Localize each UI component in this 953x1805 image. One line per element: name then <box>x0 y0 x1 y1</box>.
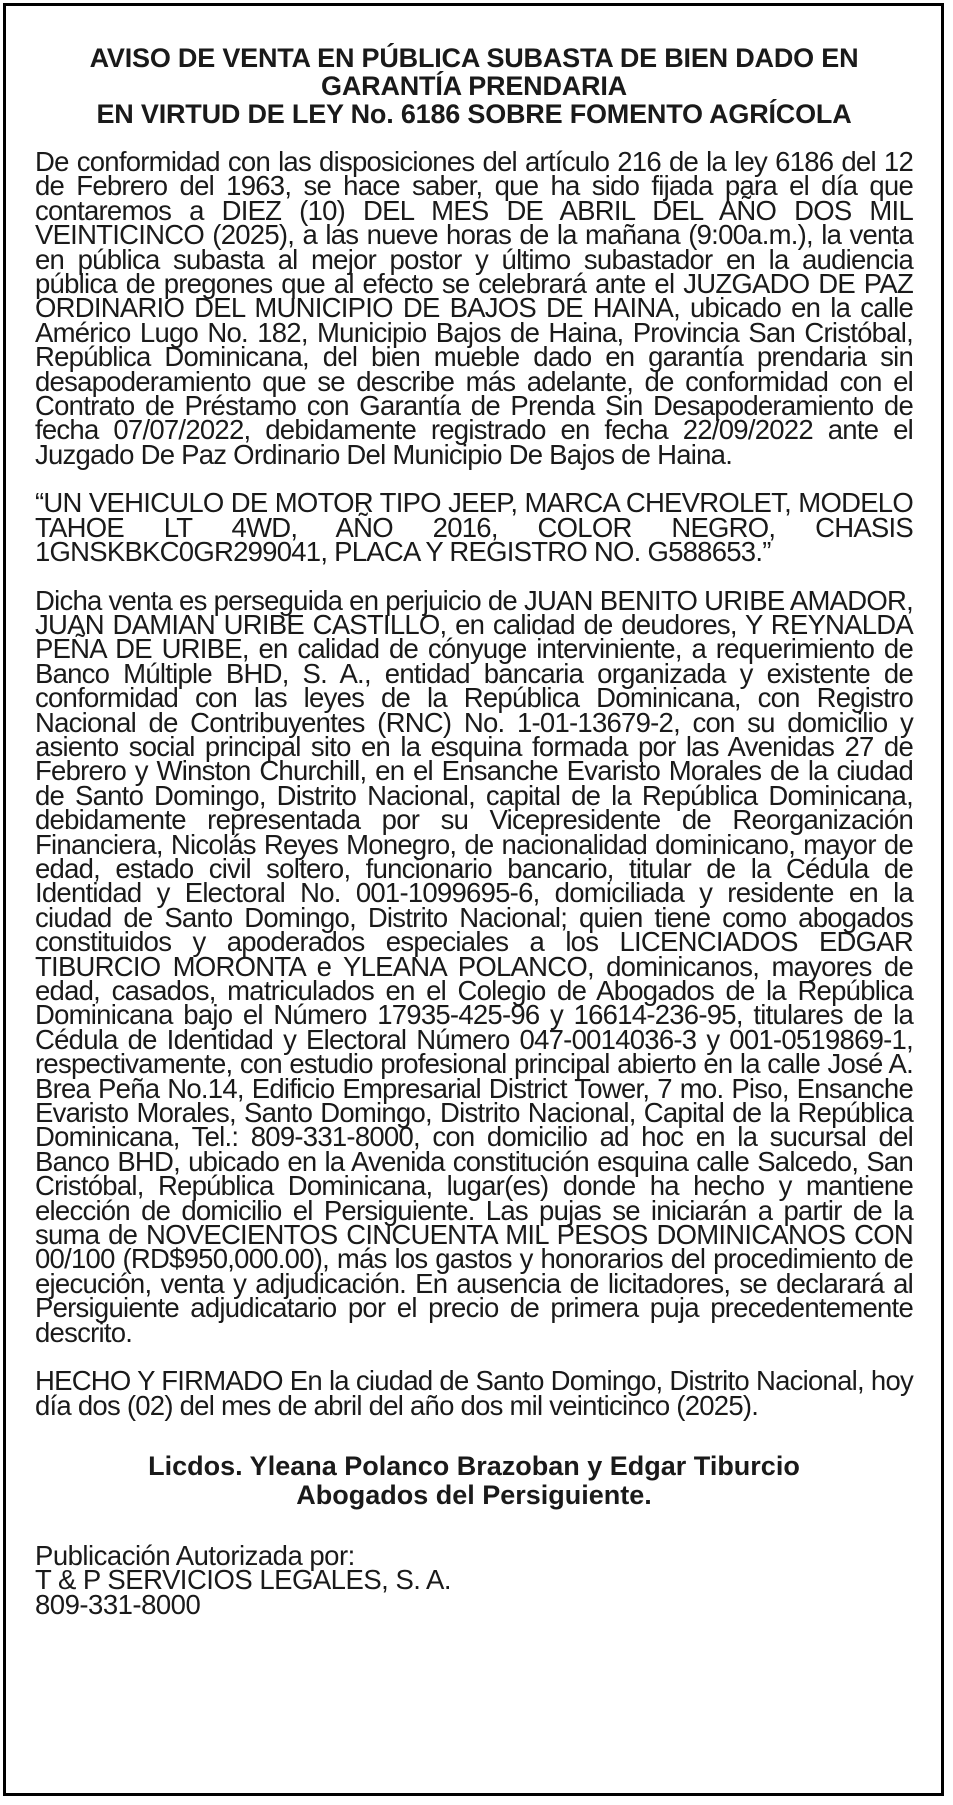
publisher-label: Publicación Autorizada por: <box>35 1539 355 1571</box>
publisher-name: T & P SERVICIOS LEGALES, S. A. <box>35 1564 452 1596</box>
paragraph-parties-and-terms: Dicha venta es perseguida en perjuicio de JUAN BENITO URIBE AMADOR, JUAN DAMIAN URIBE CASTILLO, en calidad de deudores, Y REYNALDA PEÑA DE URIBE, en calidad de cónyuge interviniente, a requerimiento de Banco Múltiple BHD, S. A., entidad bancaria organizada y existente de conformidad con las leyes de la República Dominicana, con Registro Nacional de Contribuyentes (RNC) No. 1-01-13679-2, con su domicilio y asiento social principal sito en la esquina formada por las Avenidas 27 de Febrero y Winston Churchill, en el Ensanche Evaristo Morales de la ciudad de Santo Domingo, Distrito Nacional, capital de la República Dominicana, debidamente representada por su Vicepresidente de Reorganización Financiera, Nicolás Reyes Monegro, de nacionalidad dominicano, mayor de edad, estado civil soltero, funcionario bancario, titular de la Cédula de Identidad y Electoral No. 001-1099695-6, domiciliada y residente en la ciudad de Santo Domingo, Distrito Nacional; quien tiene como abogados constituidos y apoderados especiales a los LICENCIADOS EDGAR TIBURCIO MORONTA e YLEANA POLANCO, dominicanos, mayores de edad, casados, matriculados en el Colegio de Abogados de la República Dominicana bajo el Número 17935-425-96 y 16614-236-95, titulares de la Cédula de Identidad y Electoral Número 047-0014036-3 y 001-0519869-1, respectivamente, con estudio profesional principal abierto en la calle José A. Brea Peña No.14, Edificio Empresarial District Tower, 7 mo. Piso, Ensanche Evaristo Morales, Santo Domingo, Distrito Nacional, Capital de la República Dominicana, Tel.: 809-331-8000, con domicilio ad hoc en la sucursal del Banco BHD, ubicado en la Avenida constitución esquina calle Salcedo, San Cristóbal, República Dominicana, lugar(es) donde ha hecho y mantiene elección de domicilio el Persiguiente. Las pujas se iniciarán a partir de la suma de NOVECIENTOS CINCUENTA MIL PESOS DOMINICANOS CON 00/100 (RD$950,000.00), más los gastos y honorarios del procedimiento de ejecución, venta y adjudicación. En ausencia de licitadores, se declarará al Persiguiente adjudicatario por el precio de primera puja precedentemente descrito. <box>35 584 913 1348</box>
paragraph-signing-statement: HECHO Y FIRMADO En la ciudad de Santo Domingo, Distrito Nacional, hoy día dos (02) del mes de abril del año dos mil veinticinco (2025). <box>35 1365 913 1421</box>
title-line-2: GARANTÍA PRENDARIA <box>321 71 627 101</box>
title-line-3: EN VIRTUD DE LEY No. 6186 SOBRE FOMENTO AGRÍCOLA <box>96 99 852 129</box>
signature-block <box>35 1452 913 1510</box>
signature-names: Licdos. Yleana Polanco Brazoban y Edgar Tiburcio <box>148 1450 800 1481</box>
legal-notice <box>3 3 944 1796</box>
notice-title <box>35 44 913 128</box>
signature-role: Abogados del Persiguiente. <box>296 1479 652 1510</box>
paragraph-sale-announcement: De conformidad con las disposiciones del artículo 216 de la ley 6186 del 12 de Febrero del 1963, se hace saber, que ha sido fijada para el día que contaremos a DIEZ (10) DEL MES DE ABRIL DEL AÑO DOS MIL VEINTICINCO (2025), a las nueve horas de la mañana (9:00a.m.), la venta en pública subasta al mejor postor y último subastador en la audiencia pública de pregones que al efecto se celebrará ante el JUZGADO DE PAZ ORDINARIO DEL MUNICIPIO DE BAJOS DE HAINA, ubicado en la calle Américo Lugo No. 182, Municipio Bajos de Haina, Provincia San Cristóbal, República Dominicana, del bien mueble dado en garantía prendaria sin desapoderamiento que se describe más adelante, de conformidad con el Contrato de Préstamo con Garantía de Prenda Sin Desapoderamiento de fecha 07/07/2022, debidamente registrado en fecha 22/09/2022 ante el Juzgado De Paz Ordinario Del Municipio De Bajos de Haina. <box>35 146 913 470</box>
paragraph-vehicle-description: “UN VEHICULO DE MOTOR TIPO JEEP, MARCA CHEVROLET, MODELO TAHOE LT 4WD, AÑO 2016, COLOR NEGRO, CHASIS 1GNSKBKC0GR299041, PLACA Y REGISTRO NO. G588653.” <box>35 487 913 568</box>
publisher-phone: 809-331-8000 <box>35 1588 201 1620</box>
title-line-1: AVISO DE VENTA EN PÚBLICA SUBASTA DE BIEN DADO EN <box>89 43 859 73</box>
publisher-block <box>35 1539 913 1620</box>
